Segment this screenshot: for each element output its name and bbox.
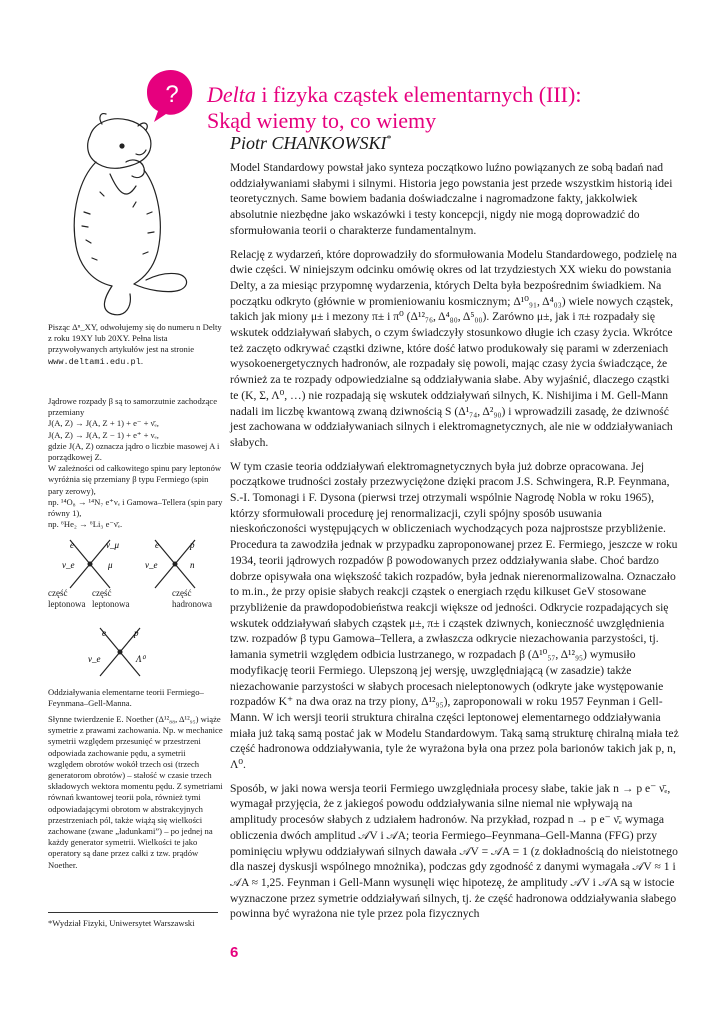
footnote-text: *Wydział Fizyki, Uniwersytet Warszawski <box>48 918 195 928</box>
title-line2: Skąd wiemy to, co wiemy <box>207 108 437 133</box>
lepton-line-4 <box>90 564 110 588</box>
lbl-nue-2: ν_e <box>145 560 158 570</box>
beta-line-6: np. ⁶He₂ → ⁶Li₃ e⁻ν̄ₑ. <box>48 519 123 530</box>
feynman-diagram-bottom <box>80 622 160 682</box>
footnote-rule <box>48 912 218 913</box>
lbl-leptonowa-2: leptonowa <box>92 599 130 609</box>
vertex-bottom <box>118 650 123 655</box>
lbl-p-2: p <box>134 628 139 638</box>
title-delta: Delta <box>207 82 256 107</box>
lbl-leptonowa-1: leptonowa <box>48 599 86 609</box>
beta-line-1: J(A, Z) → J(A, Z + 1) + e⁻ + ν̄ₑ, <box>48 418 159 429</box>
paragraph-4: Sposób, w jaki nowa wersja teorii Fermiego uwzględniała procesy słabe, takie jak n → p e⁻ ν̄ₑ, wymagał przyjęcia, że z jakiegoś powodu oddziaływania silne niemal nie wpływają na amplitudy procesów słabych z udziałem hadronów. Na przykład, rozpad n → p e⁻ ν̄ₑ wymaga obliczenia dwóch amplitud 𝒜V i 𝒜A; teoria Fermiego–Feynmana–Gell-Manna (FFG) przy pominięciu wpływu oddziaływań silnych dawała 𝒜V = 𝒜A = 1 (z dokładnością do nieistotnego dla naszej dyskusji wspólnego mnożnika), podczas gdy zgodność z danymi wymagała 𝒜V ≈ 1 i 𝒜A ≈ 1,25. Feynman i Gell-Mann wysunęli więc hipotezę, że amplitudy 𝒜V i 𝒜A są w istocie wyznaczone przez symetrie oddziaływań silnych, tj. że część hadronowa oddziaływania słabego powinna być wyrażona nie tyle przez pola fizycznych <box>230 781 678 921</box>
lbl-nue-3: ν_e <box>88 654 101 664</box>
diagram-caption <box>48 687 223 709</box>
paragraph-3: W tym czasie teoria oddziaływań elektromagnetycznych była już dobrze opracowana. Jej początkowe trudności zostały przezwyciężone dzięki pracom J.S. Schwingera, R.P. Feynmana, S.-I. Tomonagi i F. Dysona (pierwsi trzej otrzymali wspólnie Nagrodę Nobla w roku 1965), którzy sformułowali procedurę jej renormalizacji, czyli spójny sposób usuwania nieskończoności występujących w obliczeniach wychodzących poza najprostsze przybliżenie. Procedura ta zawodziła jednak w przypadku zaproponowanej przez E. Fermiego, jeszcze w roku 1934, teorii jądrowych rozpadów β powodowanych przez oddziaływania słabe. Choć bardzo dobrze opisywała ona większość takich rozpadów, była jednak nierenormalizowalna. Oznaczało to m.in., że przy opisie słabych reakcji cząstek o energiach rzędu kilkuset GeV stosowane przybliżenie da prawdopodobieństwa reakcji większe od jedności. Odkrycie rozpadających się wskutek oddziaływań słabych cząstek μ±, π± i cząstek dziwnych, konieczność uwzględnienia tzw. rozpadów β typu Gamowa–Tellera, a zwłaszcza odkrycie niezachowania parzystości, tj. łamania symetrii względem odbicia lustrzanego, w rozpadach β (Δ¹⁰₅₇, Δ¹²₉₅) wymusiło modyfikację teorii Fermiego. Ulepszoną jej wersję, uwzględniającą (w zasadzie) także niezachowanie parzystości w słabych procesach nieleptonowych (odkryte jake występowanie rozpadów K⁺ na dwa oraz na trzy piony, Δ¹²₉₅), zaproponowali w roku 1957 Feynman i Gell-Mann. W ich wersji teorii struktura chiralna części leptonowej elementarnego oddziaływania miała już taką samą postać jak w Modelu Standardowym. Taką samą strukturę chiralną miała też część hadronowa oddziaływania, tyle że wyrażona była ona przez pola barionów takich jak p, n, Λ⁰. <box>230 459 679 772</box>
vertex-right <box>173 562 178 567</box>
lbl-n: n <box>190 560 195 570</box>
lbl-czesc-3: część <box>172 588 192 598</box>
label-leptonic-b <box>92 588 130 610</box>
author-name <box>230 133 392 154</box>
page-number: 6 <box>230 944 239 961</box>
label-leptonic-a <box>48 588 86 610</box>
question-mark-icon: ? <box>165 81 179 108</box>
paragraph-1: Model Standardowy powstał jako synteza początkowo luźno powiązanych ze sobą badań nad oddziaływaniami słabymi i silnymi. Historia jego powstania jest przede wszystkim historią idei teoretycznych. Same bowiem badania doświadczalne i nagromadzone fakty, jakkolwiek absolutnie niezbędne jako wskazówki i testy koncepcji, nigdy nie mogą doprowadzić do sformułowania teorii o charakterze fundamentalnym. <box>230 161 673 237</box>
lbl-p-1: p <box>190 540 195 550</box>
speech-bubble-icon <box>147 70 192 122</box>
beta-line-0: Jądrowe rozpady β są to samorzutnie zachodzące przemiany <box>48 396 218 418</box>
author-text: Piotr CHANKOWSKI <box>230 133 387 153</box>
note1-end: . <box>140 355 143 366</box>
sidebar-note-references <box>48 322 223 368</box>
lbl-numu: ν_μ <box>106 540 120 550</box>
lbl-mu: μ <box>108 560 113 570</box>
sidebar-note-noether <box>48 714 223 871</box>
label-hadronic <box>172 588 212 610</box>
note1-text: Pisząc Δⁿ_XY, odwołujemy się do numeru n Delty z roku 19XY lub 20XY. Pełna lista przywoływanych artykułów jest na stronie <box>48 322 222 355</box>
lbl-nue-1: ν_e <box>62 560 75 570</box>
lbl-e-1: e <box>70 540 74 550</box>
lbl-e-2: e <box>155 540 159 550</box>
caption-text: Oddziaływania elementarne teorii Fermiego–Feynmana–Gell-Manna. <box>48 687 204 709</box>
noether-text: Słynne twierdzenie E. Noether (Δ¹²₈₈, Δ¹²₉₅) wiąże symetrie z prawami zachowania. Np. w mechanice symetrii względem przesunięć w przestrzeni odpowiada zachowanie pędu, a symetrii względem obrotów wokół trzech osi (trzech generatorom obrotów) – stałość w czasie trzech składowych wektora momentu pędu. Z symetriami równań kwantowej teorii pola, również tymi odpowiadającymi obrotom w abstrakcyjnych przestrzeniach pól, także wiążą się wielkości zachowane (zwane „ładunkami”) – po jednej na każdy generator symetrii. Wielkości te jako operatory są dane przez całki z tzw. prądów Noether. <box>48 714 223 870</box>
deltami-link[interactable]: www.deltami.edu.pl <box>48 356 141 367</box>
mixed-line-2 <box>155 564 175 588</box>
vertex-left <box>88 562 93 567</box>
title-rest: i fizyka cząstek elementarnych (III): <box>255 82 582 107</box>
lbl-e-3: e <box>102 628 106 638</box>
lbl-lambda: Λ⁰ <box>136 654 146 664</box>
article-title <box>207 82 677 134</box>
lbl-hadronowa: hadronowa <box>172 599 212 609</box>
beta-line-5: np. ¹⁴O₈ → ¹⁴N₇ e⁺νₑ i Gamowa–Tellera (spin pary równy 1), <box>48 496 223 519</box>
lbl-czesc-1: część <box>48 588 68 598</box>
beta-line-4: W zależności od całkowitego spinu pary leptonów wyróżnia się przemiany β typu Fermiego (spin pary zerowy), <box>48 463 222 496</box>
main-column <box>230 160 680 930</box>
lbl-czesc-2: część <box>92 588 112 598</box>
paragraph-2: Relację z wydarzeń, które doprowadziły do sformułowania Modelu Standardowego, podzielę na dwie części. W niniejszym odcinku omówię okres od lat trzydziestych XX wieku do powstania Delty, a za miesiąc przypomnę wydarzenia, których Delta była bezpośrednim świadkiem. Na początku odkryto (głównie w promieniowaniu kosmicznym; Δ¹⁰₉₁, Δ⁴₀₃) wiele nowych cząstek, takich jak miony μ± i mezony π± i π⁰ (Δ¹²₇₆, Δ⁴₈₀, Δ⁵₀₀). Zarówno μ±, jak i π± rozpadały się wskutek oddziaływań słabych, o czym świadczyły stosunkowo długie ich czasy życia. Wkrótce też zaczęto odkrywać cząstki dziwne, które dość łatwo produkowały się parami w zderzeniach wysokoenergetycznych hadronów, ale rozpadały się powoli, mając czasy życia świadczące, że również za te rozpady odpowiedzialne są oddziaływania słabe. Aby wyjaśnić, dlaczego cząstki te (K, Σ, Λ⁰, …) nie rozpadają się wskutek oddziaływań silnych, K. Nishijima i M. Gell-Mann nadali im liczbę kwantową zwaną dziwnością S (Δ¹₇₄, Δ²₉₀) i wprowadzili zasadę, że dziwność jest zachowana w oddziaływaniach silnych i elektromagnetycznych, ale nie w oddziaływaniach słabych. <box>230 247 677 449</box>
sidebar-note-beta-decay <box>48 396 223 530</box>
beta-line-2: J(A, Z) → J(A, Z − 1) + e⁺ + νₑ, <box>48 429 159 440</box>
beta-line-3: gdzie J(A, Z) oznacza jądro o liczbie masowej A i porządkowej Z. <box>48 440 220 463</box>
lambda-line-2 <box>100 652 120 676</box>
author-footnote-mark: * <box>386 134 392 145</box>
footnote <box>48 918 223 929</box>
